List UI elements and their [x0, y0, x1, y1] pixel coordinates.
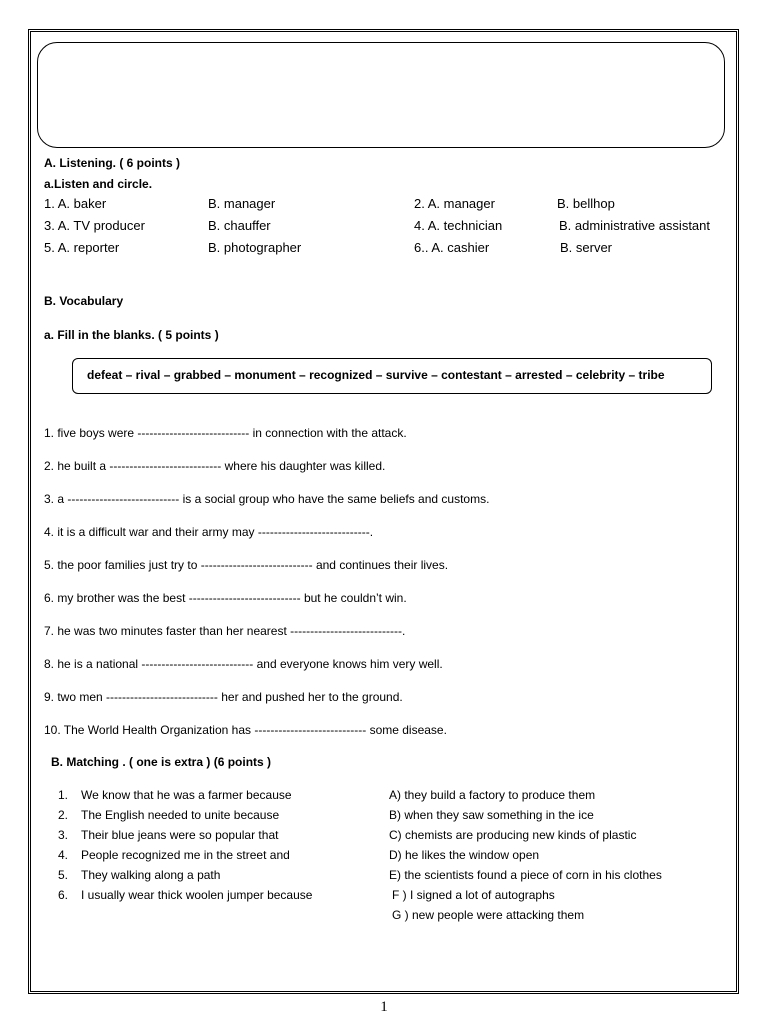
listening-option: 2. A. manager [414, 196, 495, 211]
matching-right-item: F ) I signed a lot of autographs [392, 888, 555, 902]
listening-option: B. photographer [208, 240, 302, 255]
fill-sentence: 4. it is a difficult war and their army may ----------------------------. [44, 525, 374, 539]
listening-option: 6.. A. cashier [414, 240, 490, 255]
matching-left-item: I usually wear thick woolen jumper because [81, 888, 313, 902]
matching-right-item: C) chemists are producing new kinds of plastic [389, 828, 637, 842]
matching-right-item: G ) new people were attacking them [392, 908, 585, 922]
matching-number: 5. [58, 868, 69, 882]
word-bank-text: defeat – rival – grabbed – monument – recognized – survive – contestant – arrested – celebrity – tribe [87, 368, 665, 382]
listening-option: B. bellhop [557, 196, 615, 211]
matching-left-item: People recognized me in the street and [81, 848, 290, 862]
matching-left-item: We know that he was a farmer because [81, 788, 292, 802]
listening-option: B. server [560, 240, 613, 255]
fill-sentence: 1. five boys were ---------------------------- in connection with the attack. [44, 426, 407, 440]
listening-option: 3. A. TV producer [44, 218, 145, 233]
matching-number: 1. [58, 788, 69, 802]
fill-sentence: 8. he is a national ---------------------------- and everyone knows him very well. [44, 657, 443, 671]
listening-option: B. manager [208, 196, 276, 211]
matching-right-item: A) they build a factory to produce them [389, 788, 596, 802]
listening-option: B. chauffer [208, 218, 271, 233]
page-number: 1 [380, 999, 388, 1015]
matching-number: 4. [58, 848, 69, 862]
fill-sentence: 6. my brother was the best ---------------------------- but he couldn’t win. [44, 591, 407, 605]
matching-right-item: D) he likes the window open [389, 848, 540, 862]
fill-sentence: 5. the poor families just try to ---------------------------- and continues their lives. [44, 558, 449, 572]
header-box [37, 42, 725, 148]
fill-sentence: 2. he built a ---------------------------- where his daughter was killed. [44, 459, 386, 473]
listening-option: 4. A. technician [414, 218, 503, 233]
listening-heading: A. Listening. ( 6 points ) [44, 156, 180, 170]
matching-left-item: They walking along a path [81, 868, 221, 882]
matching-right-item: E) the scientists found a piece of corn in his clothes [389, 868, 662, 882]
listening-option: 1. A. baker [44, 196, 107, 211]
matching-number: 3. [58, 828, 69, 842]
vocabulary-instruction: a. Fill in the blanks. ( 5 points ) [44, 328, 219, 342]
matching-left-item: Their blue jeans were so popular that [81, 828, 279, 842]
matching-left-item: The English needed to unite because [81, 808, 280, 822]
fill-sentence: 9. two men ---------------------------- her and pushed her to the ground. [44, 690, 403, 704]
vocabulary-heading: B. Vocabulary [44, 294, 124, 308]
listening-option: B. administrative assistant [559, 218, 711, 233]
fill-sentence: 10. The World Health Organization has ---------------------------- some disease. [44, 723, 447, 737]
listening-instruction: a.Listen and circle. [44, 177, 153, 191]
listening-option: 5. A. reporter [44, 240, 120, 255]
fill-sentence: 7. he was two minutes faster than her nearest ----------------------------. [44, 624, 406, 638]
matching-heading: B. Matching . ( one is extra ) (6 points ) [51, 755, 272, 769]
matching-number: 2. [58, 808, 69, 822]
fill-sentence: 3. a ---------------------------- is a social group who have the same beliefs and customs. [44, 492, 490, 506]
matching-right-item: B) when they saw something in the ice [389, 808, 594, 822]
word-bank [72, 358, 712, 394]
matching-number: 6. [58, 888, 69, 902]
